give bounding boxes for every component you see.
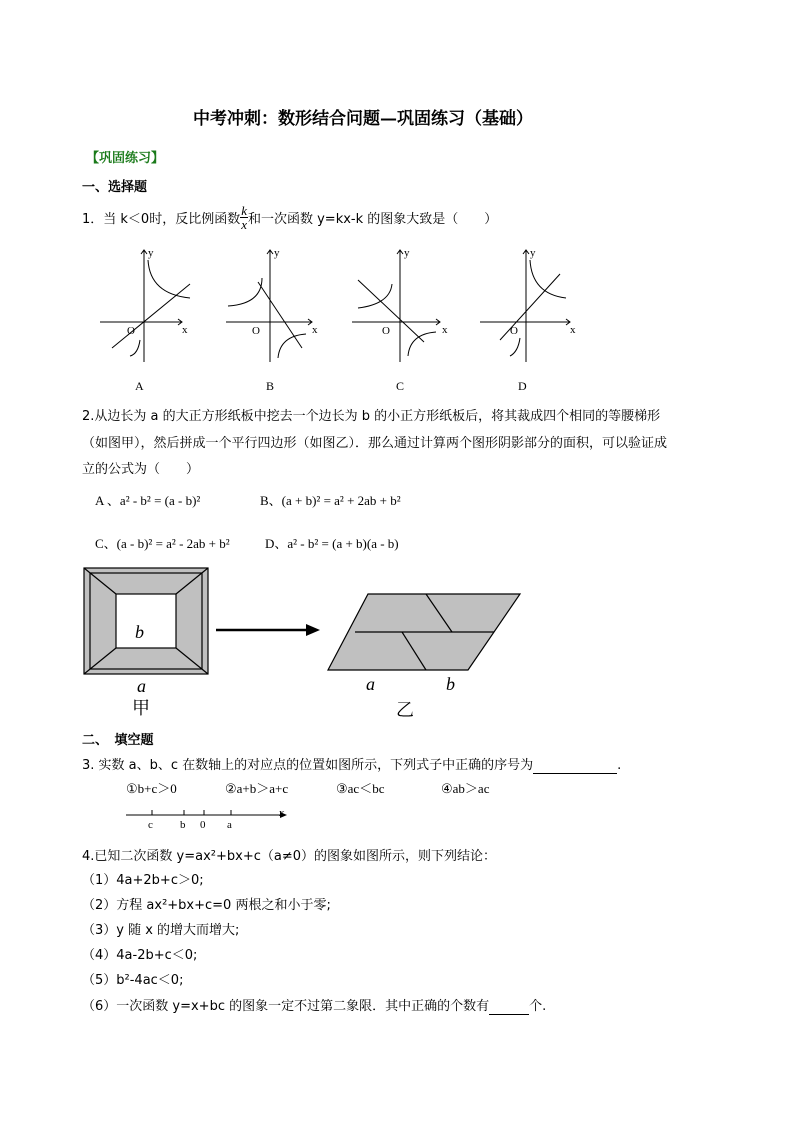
- number-line: [124, 804, 294, 832]
- question-3-text: 3. 实数 a、b、c 在数轴上的对应点的位置如图所示，下列式子中正确的序号为: [82, 758, 534, 773]
- figure-yi-a-label: a: [366, 674, 375, 694]
- section-heading-fill: 二、 填空题: [82, 733, 154, 748]
- question-4-intro: 4.已知二次函数 y=ax²+bx+c（a≠0）的图象如图所示，则下列结论：: [82, 849, 497, 864]
- question-1-graphs: [90, 238, 590, 398]
- figure-yi: [328, 594, 520, 670]
- question-3-option-3: ③ac＜bc: [336, 781, 385, 796]
- graph-b-label: B: [266, 379, 275, 393]
- question-3-option-2: ②a+b＞a+c: [225, 781, 289, 796]
- figure-yi-b-label: b: [446, 674, 455, 694]
- graph-d-y-label: y: [530, 247, 536, 259]
- figure-jia-a-label: a: [137, 676, 146, 696]
- graph-d-origin: O: [510, 325, 518, 337]
- question-3-option-1: ①b+c＞0: [126, 781, 177, 796]
- question-1-suffix: 和一次函数 y=kx-k 的图象大致是（ ）: [247, 212, 498, 227]
- question-2-line-2: （如图甲），然后拼成一个平行四边形（如图乙）．那么通过计算两个图形阴影部分的面积，可以验证成: [82, 436, 668, 451]
- graph-c-y-label: y: [404, 247, 410, 259]
- graph-b: [226, 250, 312, 362]
- question-4-item-6-end: 个.: [529, 999, 547, 1014]
- question-3-option-4: ④ab＞ac: [441, 781, 490, 796]
- section-tag: 【巩固练习】: [86, 151, 165, 166]
- question-4-item-6: [82, 995, 546, 1015]
- question-2-option-c: C、(a - b)² = a² - 2ab + b²: [95, 536, 230, 551]
- graph-c-x-label: x: [442, 324, 448, 336]
- question-4-item-3: （3）y 随 x 的增大而增大;: [82, 923, 240, 938]
- question-2-figures: [80, 564, 530, 724]
- fraction-k-over-x: $\frac{k}{x}$: [241, 203, 247, 232]
- figure-yi-label: 乙: [396, 700, 414, 721]
- graph-b-y-label: y: [274, 247, 280, 259]
- answer-blank-q4[interactable]: [489, 999, 529, 1015]
- question-4-item-5: （5）b²-4ac＜0;: [82, 973, 184, 988]
- question-3: [82, 754, 621, 774]
- number-line-c: c: [148, 819, 153, 831]
- question-4-item-1: （1）4a+2b+c＞0;: [82, 873, 204, 888]
- question-2-option-d: D、a² - b² = (a + b)(a - b): [265, 536, 399, 551]
- graph-a-label: A: [135, 379, 144, 393]
- question-2-option-a: A 、a² - b² = (a - b)²: [95, 493, 201, 508]
- graph-b-origin: O: [252, 325, 260, 337]
- question-2-line-3: 立的公式为（ ）: [82, 462, 200, 477]
- page-title: 中考冲刺：数形结合问题—巩固练习（基础）: [193, 109, 533, 129]
- graph-c-label: C: [396, 379, 405, 393]
- arrow-icon: [216, 624, 320, 636]
- graph-a-y-label: y: [148, 247, 154, 259]
- question-4-item-4: （4）4a-2b+c＜0;: [82, 948, 198, 963]
- question-4-item-2: （2）方程 ax²+bx+c=0 两根之和小于零;: [82, 898, 331, 913]
- graph-a: [100, 250, 190, 362]
- question-2-line-1: 2.从边长为 a 的大正方形纸板中挖去一个边长为 b 的小正方形纸板后，将其裁成四个相同的等腰梯形: [82, 409, 661, 424]
- figure-jia-b-label: b: [135, 622, 144, 642]
- number-line-x-label: x: [279, 807, 285, 819]
- graph-a-x-label: x: [182, 324, 188, 336]
- graph-c-origin: O: [382, 325, 390, 337]
- number-line-zero: 0: [200, 819, 206, 831]
- question-4-item-6-text: （6）一次函数 y=x+bc 的图象一定不过第二象限．其中正确的个数有: [82, 999, 490, 1014]
- graph-a-origin: O: [127, 325, 135, 337]
- number-line-a: a: [227, 819, 232, 831]
- question-1-prefix: 1．当 k＜0时，反比例函数: [82, 212, 241, 227]
- graph-c: [352, 250, 440, 362]
- answer-blank-q3[interactable]: [533, 758, 617, 774]
- number-line-b: b: [180, 819, 186, 831]
- question-1: [82, 204, 497, 231]
- question-2-option-b: B、(a + b)² = a² + 2ab + b²: [260, 493, 401, 508]
- figure-jia-label: 甲: [132, 698, 150, 719]
- question-3-end: .: [617, 758, 622, 773]
- graph-d: [480, 250, 570, 362]
- graph-b-x-label: x: [312, 324, 318, 336]
- section-heading-choice: 一、选择题: [82, 180, 148, 195]
- graph-d-x-label: x: [570, 324, 576, 336]
- figure-jia: [84, 568, 208, 674]
- graph-d-label: D: [518, 379, 527, 393]
